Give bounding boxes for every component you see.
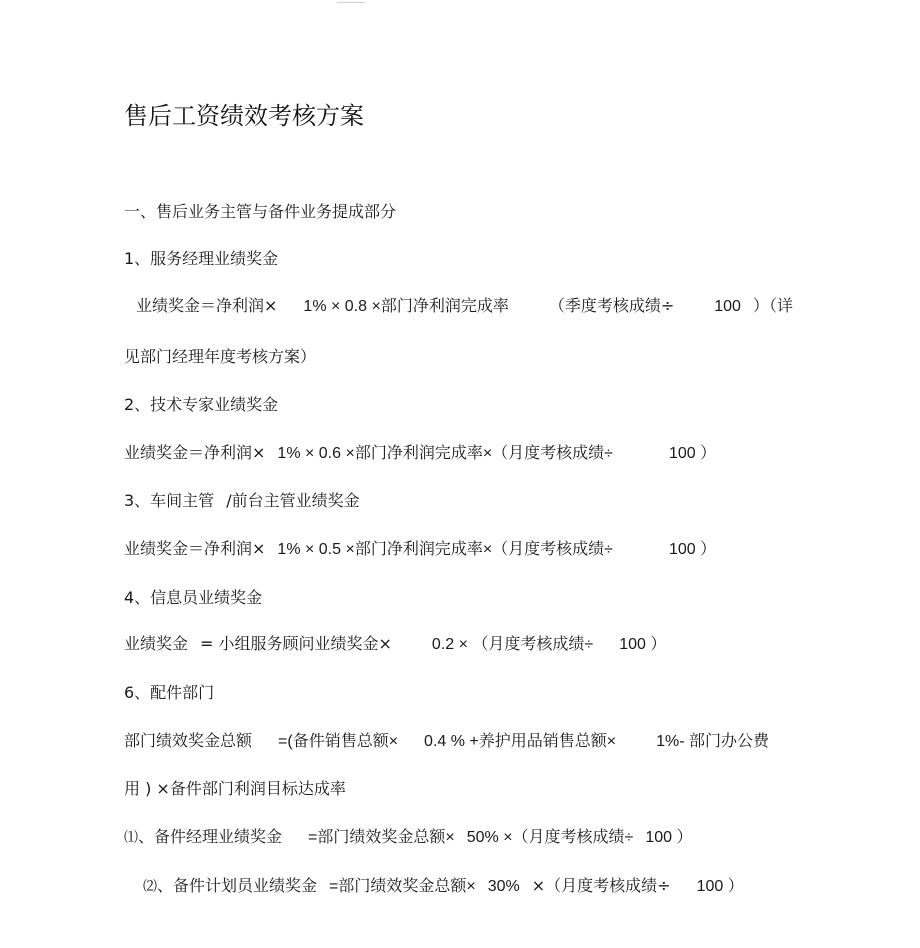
formula-part: 30% xyxy=(487,878,520,895)
formula-part: 1% × 0.5 ×部门净利润完成率×（月度考核成绩÷ xyxy=(277,541,613,558)
item-4-formula xyxy=(124,634,666,655)
formula-part: 1%- 部门办公费 xyxy=(656,733,770,750)
item-6-formula xyxy=(124,731,769,752)
formula-part: ）（详 xyxy=(752,296,793,315)
item-3-heading xyxy=(124,491,360,511)
subitem-number: ⑴ xyxy=(124,830,138,846)
formula-part: 业绩奖金 xyxy=(124,634,189,653)
item-1-formula xyxy=(136,296,793,317)
formula-part: 100 ） xyxy=(696,878,744,895)
subitem-1-formula xyxy=(124,827,692,848)
item-4-heading: 4、信息员业绩奖金 xyxy=(124,588,263,607)
item-6-formula-continued: 用 ) ×备件部门利润目标达成率 xyxy=(124,779,346,798)
formula-part: 、备件计划员业绩奖金 xyxy=(157,876,318,895)
formula-part: 100 ） xyxy=(619,636,667,653)
formula-part: =(备件销售总额× xyxy=(278,733,399,750)
heading-part: /前台主管业绩奖金 xyxy=(226,491,360,510)
item-6-heading: 6、配件部门 xyxy=(124,683,215,702)
document-title: 售后工资绩效考核方案 xyxy=(124,102,364,130)
subitem-2-formula xyxy=(143,876,744,897)
item-3-formula xyxy=(124,539,716,560)
formula-part: 100 ） xyxy=(668,541,717,558)
subitem-number: ⑵ xyxy=(143,879,157,895)
formula-part: 100 ） xyxy=(668,445,717,462)
formula-part: 1% × 0.8 ×部门净利润完成率 xyxy=(303,298,509,315)
formula-part: 部门绩效奖金总额 xyxy=(124,731,253,750)
formula-part: =部门绩效奖金总额× xyxy=(329,878,476,895)
formula-part: 业绩奖金＝净利润× xyxy=(124,443,266,462)
formula-part: 100 ） xyxy=(645,829,693,846)
item-1-formula-continued: 见部门经理年度考核方案） xyxy=(124,347,317,366)
formula-part: ×（月度考核成绩÷ xyxy=(531,876,671,895)
formula-part: 业绩奖金＝净利润× xyxy=(124,539,266,558)
formula-part: =部门绩效奖金总额× xyxy=(308,829,455,846)
section-heading: 一、售后业务主管与备件业务提成部分 xyxy=(124,202,397,221)
formula-part: （季度考核成绩÷ xyxy=(548,296,675,315)
heading-part: 3、车间主管 xyxy=(124,491,215,510)
item-1-heading: 1、服务经理业绩奖金 xyxy=(124,249,279,268)
formula-part: 业绩奖金＝净利润× xyxy=(136,296,278,315)
formula-part: 0.2 × （月度考核成绩÷ xyxy=(431,636,594,653)
formula-part: 50% ×（月度考核成绩÷ xyxy=(466,829,634,846)
item-2-heading: 2、技术专家业绩奖金 xyxy=(124,395,279,414)
formula-part: 0.4 % +养护用品销售总额× xyxy=(424,733,617,750)
item-2-formula xyxy=(124,443,716,464)
formula-part: = 小组服务顾问业绩奖金× xyxy=(200,634,392,653)
formula-part: 1% × 0.6 ×部门净利润完成率×（月度考核成绩÷ xyxy=(277,445,613,462)
formula-part: 100 xyxy=(714,298,741,315)
formula-part: 、备件经理业绩奖金 xyxy=(138,827,283,846)
top-rule xyxy=(337,2,365,3)
